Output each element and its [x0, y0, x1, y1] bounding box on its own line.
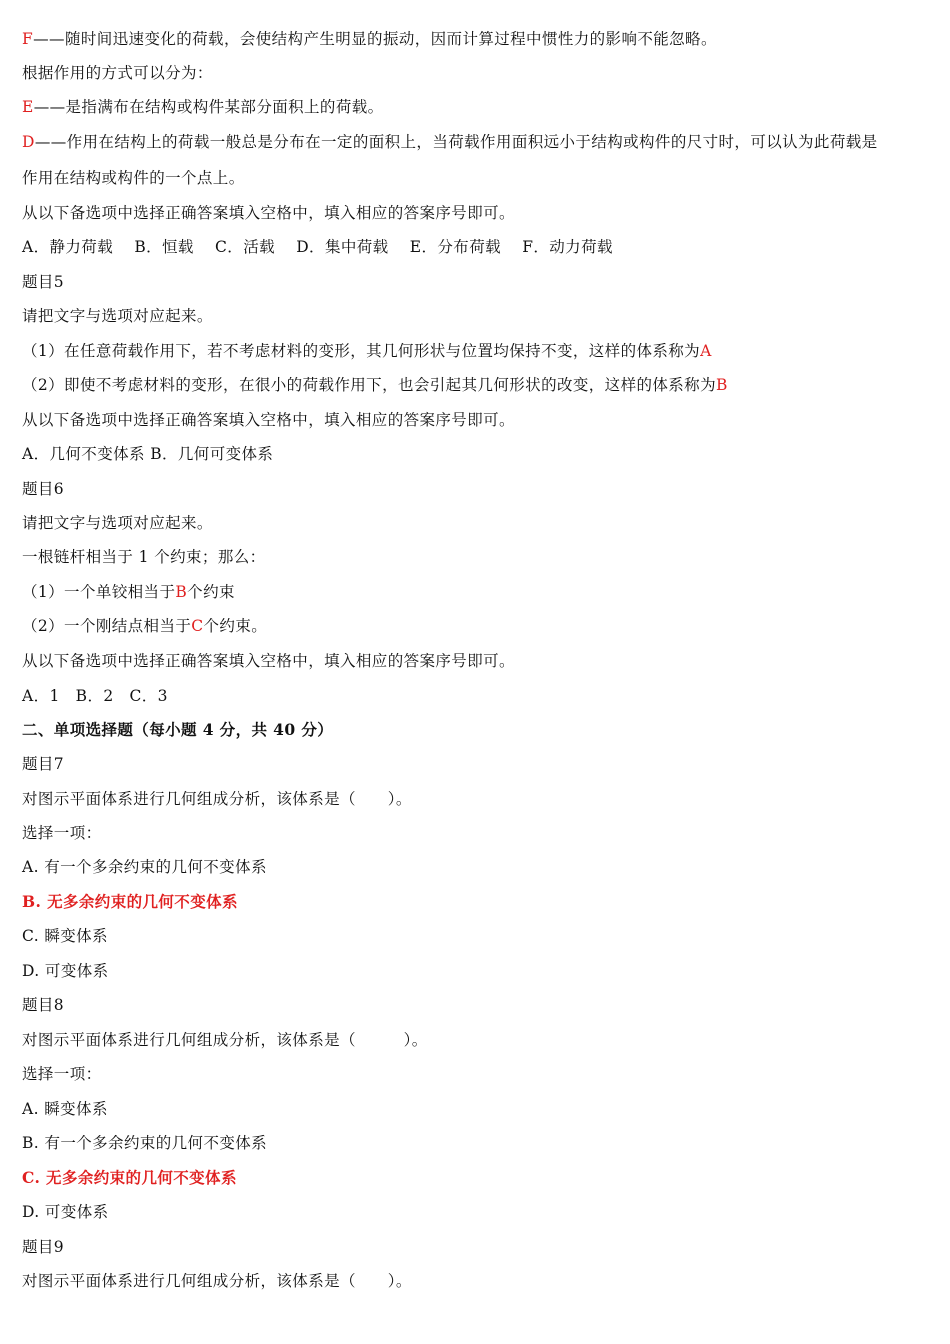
text-line	[22, 1201, 932, 1223]
highlighted-answer: F	[22, 30, 34, 48]
text-line	[22, 202, 932, 224]
text-line	[22, 1132, 932, 1154]
text-line	[22, 96, 932, 118]
text-line	[22, 925, 932, 947]
text-segment: 对图示平面体系进行几何组成分析，该体系是（ ）。	[22, 790, 412, 808]
text-line	[22, 1029, 932, 1051]
text-segment: 对图示平面体系进行几何组成分析，该体系是（ ）。	[22, 1031, 428, 1049]
text-line	[22, 960, 932, 982]
text-segment: 二、单项选择题（每小题 4 分，共 40 分）	[22, 720, 334, 739]
text-line	[22, 753, 932, 775]
text-segment: 从以下备选项中选择正确答案填入空格中，填入相应的答案序号即可。	[22, 204, 515, 222]
text-segment: 题目5	[22, 273, 65, 291]
text-segment: （2）即使不考虑材料的变形，在很小的荷载作用下，也会引起其几何形状的改变，这样的体系称为	[22, 376, 716, 394]
text-segment: A．1 B．2 C．3	[22, 687, 168, 705]
text-line	[22, 856, 932, 878]
text-line	[22, 650, 932, 672]
text-line	[22, 512, 932, 534]
text-line	[22, 271, 932, 293]
highlighted-answer: C. 无多余约束的几何不变体系	[22, 1168, 237, 1187]
text-line	[22, 443, 932, 465]
text-segment: D. 可变体系	[22, 962, 109, 980]
text-line	[22, 305, 932, 327]
text-segment: 对图示平面体系进行几何组成分析，该体系是（ ）。	[22, 1272, 412, 1290]
text-segment: （2）一个刚结点相当于	[22, 617, 192, 635]
text-segment: ——随时间迅速变化的荷载，会使结构产生明显的振动，因而计算过程中惯性力的影响不能忽略。	[33, 30, 717, 48]
text-segment: B. 有一个多余约束的几何不变体系	[22, 1134, 268, 1152]
highlighted-answer: B. 无多余约束的几何不变体系	[22, 892, 238, 911]
text-segment: （1）在任意荷载作用下，若不考虑材料的变形，其几何形状与位置均保持不变，这样的体系称为	[22, 342, 701, 360]
text-line	[22, 788, 932, 810]
text-segment: 选择一项：	[22, 1065, 102, 1083]
text-line	[22, 236, 932, 258]
text-segment: 请把文字与选项对应起来。	[22, 514, 213, 532]
text-line	[22, 1236, 932, 1258]
text-segment: C. 瞬变体系	[22, 927, 108, 945]
text-line	[22, 1098, 932, 1120]
text-line	[22, 1167, 932, 1189]
text-segment: 作用在结构或构件的一个点上。	[22, 169, 245, 187]
text-line	[22, 615, 932, 637]
text-segment: 请把文字与选项对应起来。	[22, 307, 213, 325]
text-line	[22, 28, 932, 50]
text-line	[22, 62, 932, 84]
text-line	[22, 131, 932, 153]
text-line	[22, 1270, 932, 1292]
text-segment: ——作用在结构上的荷载一般总是分布在一定的面积上，当荷载作用面积远小于结构或构件的尺寸时，可以认为此荷载是	[34, 133, 878, 151]
text-segment: ——是指满布在结构或构件某部分面积上的荷载。	[33, 98, 384, 116]
text-line	[22, 409, 932, 431]
text-line	[22, 822, 932, 844]
text-line	[22, 891, 932, 913]
text-segment: 从以下备选项中选择正确答案填入空格中，填入相应的答案序号即可。	[22, 652, 515, 670]
highlighted-answer: B	[715, 376, 728, 394]
text-segment: 题目8	[22, 996, 65, 1014]
highlighted-answer: E	[22, 98, 34, 116]
text-line	[22, 374, 932, 396]
text-line	[22, 685, 932, 707]
text-segment: A．静力荷载 B．恒载 C．活载 D．集中荷载 E．分布荷载 F．动力荷载	[22, 238, 613, 256]
text-segment: 选择一项：	[22, 824, 102, 842]
text-segment: 一根链杆相当于 1 个约束；那么：	[22, 548, 266, 566]
text-line	[22, 719, 932, 741]
text-segment: 个约束	[187, 583, 235, 601]
text-segment: 题目7	[22, 755, 65, 773]
highlighted-answer: C	[191, 617, 204, 635]
text-line	[22, 581, 932, 603]
text-line	[22, 1063, 932, 1085]
text-segment: A．几何不变体系 B．几何可变体系	[22, 445, 274, 463]
text-line	[22, 546, 932, 568]
highlighted-answer: D	[22, 133, 35, 151]
text-segment: D. 可变体系	[22, 1203, 109, 1221]
highlighted-answer: A	[700, 342, 712, 360]
text-segment: A. 瞬变体系	[22, 1100, 108, 1118]
text-segment: 根据作用的方式可以分为：	[22, 64, 213, 82]
text-segment: A. 有一个多余约束的几何不变体系	[22, 858, 267, 876]
text-line	[22, 478, 932, 500]
text-line	[22, 167, 932, 189]
text-segment: 从以下备选项中选择正确答案填入空格中，填入相应的答案序号即可。	[22, 411, 515, 429]
highlighted-answer: B	[175, 583, 188, 601]
text-segment: 题目6	[22, 480, 65, 498]
text-segment: 个约束。	[203, 617, 268, 635]
text-line	[22, 994, 932, 1016]
text-segment: （1）一个单铰相当于	[22, 583, 176, 601]
text-segment: 题目9	[22, 1238, 65, 1256]
text-line	[22, 340, 932, 362]
